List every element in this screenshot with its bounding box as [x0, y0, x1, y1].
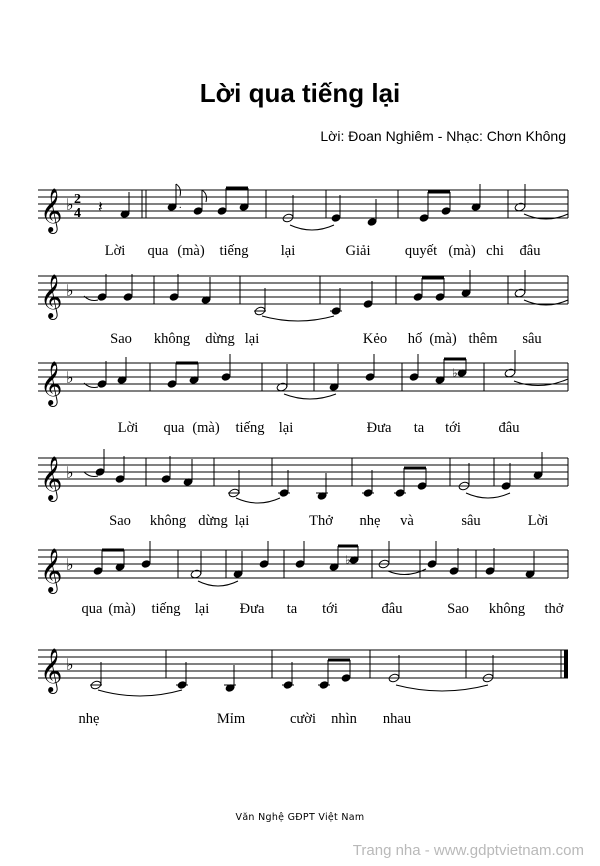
staff-system-4 — [0, 438, 600, 508]
flat-key-signature: ♭ — [66, 281, 74, 300]
staff-system-2 — [0, 256, 600, 326]
note — [457, 359, 467, 377]
note — [485, 548, 495, 575]
lyric-syllable: qua — [147, 243, 169, 259]
tie — [290, 225, 334, 230]
lyric-syllable: không — [488, 601, 526, 617]
lyric-syllable: đâu — [381, 601, 403, 617]
flat-key-signature: ♭ — [66, 555, 74, 574]
note — [190, 551, 202, 579]
staff-system-6 — [0, 630, 600, 700]
note — [95, 449, 105, 476]
note — [276, 364, 288, 392]
treble-clef-icon: 𝄞 — [40, 188, 63, 232]
note — [169, 274, 179, 301]
note — [233, 551, 243, 578]
tie — [98, 690, 182, 696]
note — [97, 274, 107, 301]
note — [278, 470, 290, 497]
flat-accidental: ♭ — [452, 366, 458, 380]
note — [533, 452, 543, 479]
lyric-syllable: (mà) — [177, 243, 205, 259]
rest: 𝄽 — [98, 197, 103, 216]
note — [201, 277, 211, 304]
note — [93, 550, 103, 575]
note — [427, 541, 437, 568]
lyric-syllable: qua — [81, 601, 103, 617]
note — [123, 274, 133, 301]
note — [228, 470, 240, 498]
note — [316, 473, 328, 500]
lyric-syllable: chi — [486, 243, 504, 259]
note — [514, 184, 526, 212]
note — [501, 463, 511, 490]
lyric-syllable: thở — [544, 601, 564, 617]
tie — [198, 581, 238, 586]
note — [117, 357, 127, 384]
lyric-syllable: tiếng — [219, 243, 249, 259]
flat-key-signature: ♭ — [66, 463, 74, 482]
note — [90, 662, 102, 690]
staff-system-3 — [0, 343, 600, 413]
tie — [466, 493, 510, 498]
flat-key-signature: ♭ — [66, 655, 74, 674]
note — [115, 550, 125, 571]
note — [461, 270, 471, 297]
lyric-syllable: Kẻo — [362, 331, 388, 347]
lyric-syllable: ta — [413, 420, 425, 436]
note — [458, 463, 470, 491]
lyric-syllable: lại — [278, 420, 294, 436]
note — [120, 192, 130, 218]
lyric-syllable: cười — [290, 711, 316, 727]
treble-clef-icon: 𝄞 — [40, 648, 63, 692]
note — [295, 541, 305, 568]
note — [525, 551, 535, 578]
tie — [236, 498, 280, 503]
song-credits: Lời: Đoan Nghiêm - Nhạc: Chơn Không — [320, 128, 566, 144]
note — [167, 363, 177, 388]
note — [449, 548, 459, 575]
note — [282, 195, 294, 223]
note — [141, 541, 151, 568]
lyric-syllable: nhẹ — [359, 513, 381, 529]
tie — [396, 685, 488, 691]
note — [504, 350, 516, 378]
lyric-syllable: ta — [286, 601, 298, 617]
note — [331, 195, 341, 222]
song-title: Lời qua tiếng lại — [199, 78, 401, 108]
lyric-syllable: lại — [244, 331, 260, 347]
tie — [262, 316, 334, 321]
treble-clef-icon: 𝄞 — [40, 361, 63, 405]
note — [115, 456, 125, 483]
note — [365, 354, 375, 381]
treble-clef-icon: 𝄞 — [40, 548, 63, 592]
note — [217, 188, 227, 215]
note — [183, 459, 193, 486]
note — [189, 363, 199, 384]
note — [254, 288, 266, 316]
lyric-syllable: không — [153, 331, 191, 347]
lyric-syllable: Sao — [447, 601, 469, 617]
watermark[interactable]: Trang nha - www.gdptvietnam.com — [352, 842, 584, 859]
lyric-syllable: Sao — [109, 513, 131, 529]
note — [388, 655, 400, 683]
lyrics-line-5 — [30, 601, 590, 623]
lyric-syllable: sâu — [461, 513, 481, 529]
lyric-syllable: và — [400, 513, 414, 529]
note — [514, 270, 526, 298]
lyric-syllable: đâu — [498, 420, 520, 436]
lyric-syllable: sâu — [522, 331, 542, 347]
lyric-syllable: dừng — [198, 513, 228, 529]
lyric-syllable: (mà) — [192, 420, 220, 436]
lyric-syllable: quyết — [404, 243, 438, 259]
lyric-syllable: tiếng — [235, 420, 265, 436]
note — [239, 188, 249, 211]
flat-key-signature: ♭ — [66, 195, 74, 214]
lyric-syllable: thêm — [468, 331, 498, 347]
lyrics-line-6 — [30, 711, 590, 733]
lyric-syllable: lại — [280, 243, 296, 259]
note — [362, 470, 374, 497]
treble-clef-icon: 𝄞 — [40, 274, 63, 318]
lyric-syllable: Giải — [345, 243, 371, 259]
note — [363, 281, 373, 308]
lyric-syllable: Lời — [104, 243, 126, 259]
note — [330, 288, 342, 315]
note — [161, 456, 171, 483]
time-signature-bottom: 4 — [74, 206, 81, 221]
tie — [284, 394, 336, 399]
lyric-syllable: lại — [194, 601, 210, 617]
lyric-syllable: nhau — [382, 711, 412, 727]
lyric-syllable: Lời — [527, 513, 549, 529]
lyric-syllable: nhẹ — [78, 711, 100, 727]
lyric-syllable: đâu — [519, 243, 541, 259]
staff-system-1 — [0, 170, 600, 240]
note — [224, 665, 236, 692]
note — [282, 662, 294, 689]
note — [329, 364, 339, 391]
lyric-syllable: (mà) — [429, 331, 457, 347]
lyric-syllable: Đưa — [239, 601, 265, 617]
lyric-syllable: Thở — [309, 513, 333, 529]
time-signature-top: 2 — [74, 192, 81, 207]
lyric-syllable: Mỉm — [216, 711, 246, 727]
note — [471, 184, 481, 211]
lyric-syllable: (mà) — [448, 243, 476, 259]
note — [221, 354, 231, 381]
lyric-syllable: hố — [407, 331, 423, 347]
footer-credit: Văn Nghệ GĐPT Việt Nam — [235, 812, 365, 823]
treble-clef-icon: 𝄞 — [40, 456, 63, 500]
lyric-syllable: dừng — [205, 331, 235, 347]
lyric-syllable: nhìn — [331, 711, 357, 727]
note — [482, 655, 494, 683]
lyric-syllable: tới — [322, 601, 338, 617]
staff-system-5 — [0, 530, 600, 600]
note — [367, 199, 377, 226]
lyric-syllable: Sao — [110, 331, 132, 347]
lyric-syllable: lại — [234, 513, 250, 529]
lyric-syllable: (mà) — [108, 601, 136, 617]
note — [97, 361, 107, 388]
note — [259, 541, 269, 568]
lyric-syllable: tiếng — [151, 601, 181, 617]
note — [176, 662, 188, 689]
tie — [514, 379, 568, 386]
note — [378, 541, 390, 569]
note — [409, 354, 419, 381]
lyric-syllable: không — [149, 513, 187, 529]
flat-accidental: ♭ — [345, 553, 351, 567]
flat-key-signature: ♭ — [66, 368, 74, 387]
lyric-syllable: Lời — [117, 420, 139, 436]
lyric-syllable: Đưa — [366, 420, 392, 436]
lyric-syllable: tới — [445, 420, 461, 436]
svg-text:.: . — [179, 200, 182, 211]
lyric-syllable: qua — [163, 420, 185, 436]
